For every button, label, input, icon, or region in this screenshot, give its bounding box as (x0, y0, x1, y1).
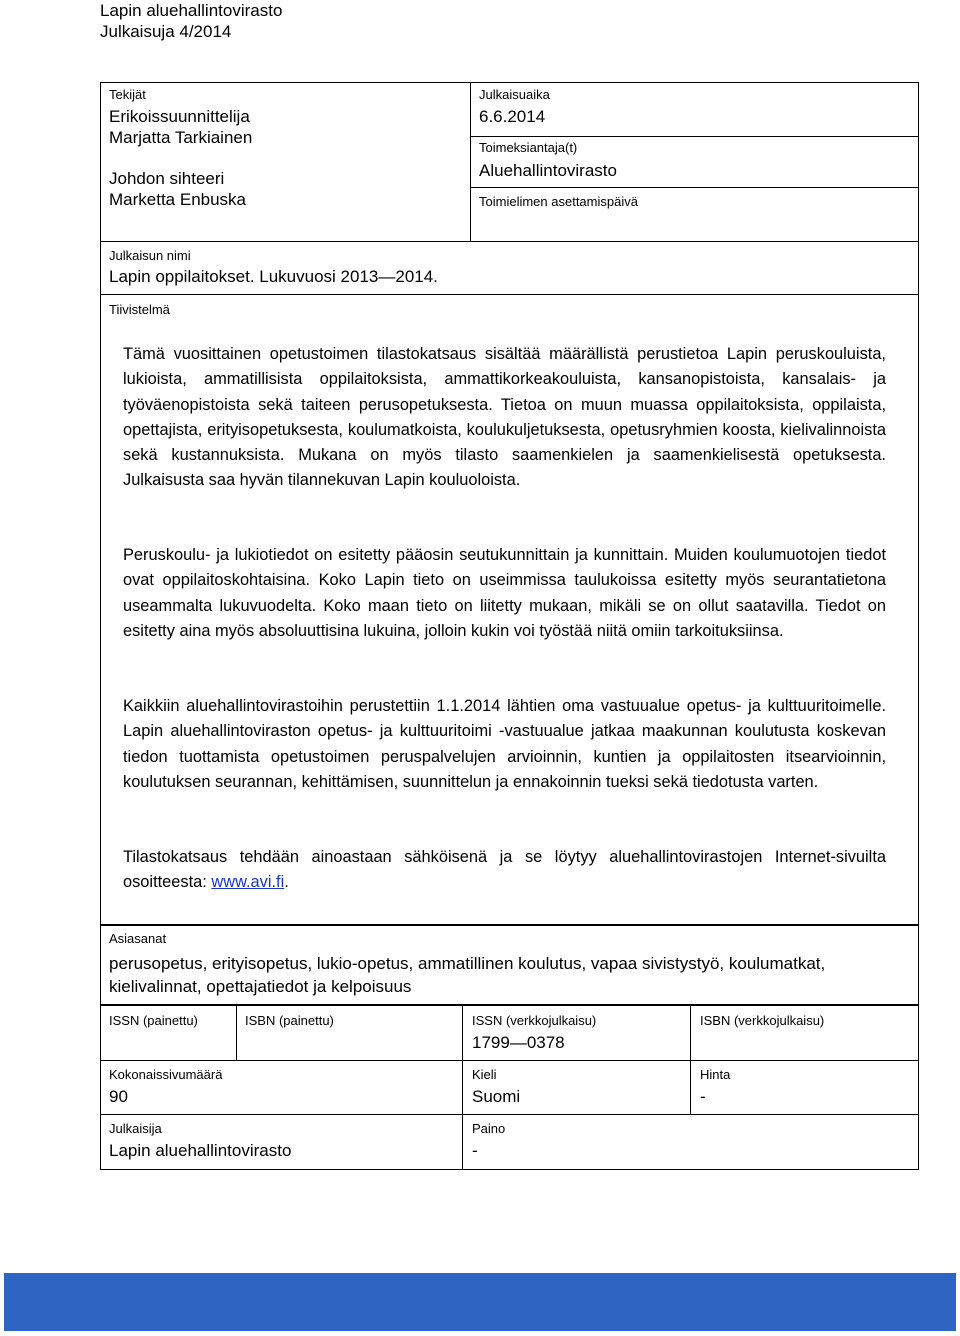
table-col-divider (462, 1005, 463, 1170)
author-line: Erikoissuunnittelija (109, 107, 250, 126)
header-org: Lapin aluehallintovirasto (100, 1, 283, 20)
printing-value: - (472, 1141, 478, 1160)
authors-label: Tekijät (109, 87, 146, 102)
summary-paragraph-4-end: . (284, 873, 289, 892)
page-count-value: 90 (109, 1087, 128, 1106)
publisher-value: Lapin aluehallintovirasto (109, 1141, 292, 1160)
isbn-online-label: ISBN (verkkojulkaisu) (700, 1013, 825, 1028)
top-divider (470, 82, 471, 241)
language-value: Suomi (472, 1087, 521, 1106)
author-line: Marjatta Tarkiainen (109, 128, 253, 147)
commissioner-value: Aluehallintovirasto (479, 161, 617, 180)
issn-online-value: 1799—0378 (472, 1033, 565, 1052)
title-divider-top (100, 241, 919, 242)
issn-online-label: ISSN (verkkojulkaisu) (472, 1013, 597, 1028)
summary-paragraph-2: Peruskoulu- ja lukiotiedot on esitetty pääosin seutukunnittain ja kunnittain. Muiden koulumuotojen tiedot ovat oppilaitoskohtaisina. Koko Lapin tieto on useimmissa taulukoissa esitetty myös seurantatietona useammalta lukuvuodelta. Koko maan tieto on liitetty mukaan, mikäli se on ollut saatavilla. Tiedot on esitetty aina myös absoluuttisina lukuina, jolloin kukin voi työstää niitä omiin tarkoituksiinsa. (123, 546, 886, 640)
summary-paragraph-1: Tämä vuosittainen opetustoimen tilastokatsaus sisältää määrällistä perustietoa Lapin peruskouluista, lukioista, ammatillisista oppilaitoksista, ammattikorkeakouluista, kansanopistoista, kansalais- ja työväenopistoista sekä taiteen perusopetuksesta. Tietoa on muun muassa oppilaitoksista, oppilaista, opettajista, erityisopetuksesta, koulumatkoista, koulukuljetuksesta, opetusryhmien koosta, kielivalinnoista sekä kustannuksista. Mukana on myös tilasto saamenkielen ja saamenkielisestä opetuksesta. Julkaisusta saa hyvän tilannekuvan Lapin kouluoloista. (123, 345, 886, 490)
price-value: - (700, 1087, 706, 1106)
page-count-label: Kokonaissivumäärä (109, 1067, 223, 1082)
body-date-label: Toimielimen asettamispäivä (479, 194, 638, 209)
publisher-label: Julkaisija (109, 1121, 162, 1136)
header-series: Julkaisuja 4/2014 (100, 22, 232, 41)
table-col-divider (690, 1005, 691, 1114)
summary-paragraph-4 (123, 845, 886, 896)
printing-label: Paino (472, 1121, 506, 1136)
summary-paragraph-4-text: Tilastokatsaus tehdään ainoastaan sähköisenä ja se löytyy aluehallintovirastojen Internet-sivuilta osoitteesta: (123, 848, 886, 892)
issn-print-label: ISSN (painettu) (109, 1013, 198, 1028)
publication-date-label: Julkaisuaika (479, 87, 550, 102)
publication-date-value: 6.6.2014 (479, 107, 546, 126)
table-row-divider (100, 1060, 919, 1061)
isbn-print-label: ISBN (painettu) (245, 1013, 334, 1028)
avi-website-link[interactable]: www.avi.fi (211, 873, 285, 892)
keywords-value: perusopetus, erityisopetus, lukio-opetus, ammatillinen koulutus, vapaa sivistystyö, koulumatkat, kielivalinnat, opettajatiedot ja kelpoisuus (109, 954, 826, 996)
title-divider-bottom (100, 294, 919, 295)
language-label: Kieli (472, 1067, 497, 1082)
author-line: Johdon sihteeri (109, 169, 225, 188)
author-line: Marketta Enbuska (109, 190, 247, 209)
summary-label: Tiivistelmä (109, 302, 170, 317)
date-divider (470, 136, 919, 137)
summary-paragraph-3: Kaikkiin aluehallintovirastoihin perustettiin 1.1.2014 lähtien oma vastuualue opetus- ja kulttuuritoimelle. Lapin aluehallintoviraston opetus- ja kulttuuritoimi -vastuualue jatkaa maakunnan koulutusta koskevan tiedon tuottamista opetustoimen peruspalvelujen arvioinnin, kuntien ja oppilaitosten itsearvioinnin, koulutuksen seurannan, kehittämisen, suunnittelun ja ennakoinnin tueksi sekä tiedotusta varten. (123, 697, 886, 791)
table-row-divider (100, 1114, 919, 1115)
title-label: Julkaisun nimi (109, 248, 191, 263)
footer-bar (4, 1273, 956, 1331)
price-label: Hinta (700, 1067, 731, 1082)
commissioner-divider (470, 187, 919, 188)
keywords-label: Asiasanat (109, 931, 167, 946)
table-col-divider (236, 1005, 237, 1060)
commissioner-label: Toimeksiantaja(t) (479, 140, 578, 155)
title-value: Lapin oppilaitokset. Lukuvuosi 2013—2014. (109, 267, 438, 286)
